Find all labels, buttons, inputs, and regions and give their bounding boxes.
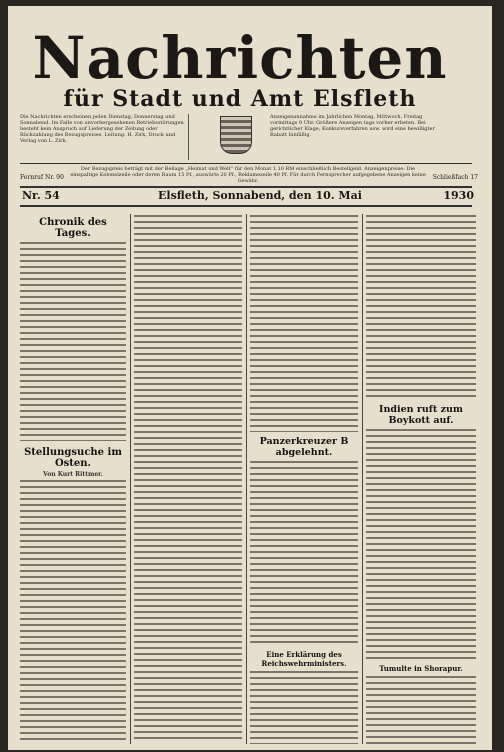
headline: Stellungsuche im Osten. (24, 447, 122, 469)
ad-acceptance-info: Anzeigenannahme im Jahrlichen Montag, Mittwoch, Freitag vormittags 9 Uhr. Größere Anzeigen tags vorher erbeten. Bei gerichtlicher Klage, Konkursverfahren usw. wird eine bewilligter Rabatt hinfällig. (270, 114, 435, 138)
phone-number: Fernruf Nr. 90 (20, 174, 64, 181)
issue-number: Nr. 54 (22, 189, 60, 202)
column-divider (130, 214, 131, 744)
article-body (20, 479, 126, 744)
article-body (366, 428, 476, 660)
post-box: Schließfach 17 (432, 174, 478, 181)
article-body (20, 241, 126, 441)
subscription-notice: Der Bezugspreis beträgt mit der Beilage „Heimat und Welt“ für den Monat 1.10 RM einschließlich Bestellgeld. Anzeigenpreise: Die einspaltige Kolonelzeile oder deren Raum 15 Pf., auswärts 20 Pf., Reklamezeile 40 Pf. Für durch Fernsprecher aufgegebene Anzeigen keine Gewähr. (70, 166, 426, 184)
article-body (366, 675, 476, 744)
publication-info: Die Nachrichten erscheinen jeden Dienstag, Donnerstag und Sonnabend. Im Falle von unvorhergesehenen Betriebsstörungen besteht kein Anspruch auf Lieferung der Zeitung oder Rückzahlung des Bezugspreises. Leitung: H. Zirk, Druck und Verlag von L. Zirk. (20, 114, 189, 160)
article-body (250, 670, 358, 744)
byline: Von Kurt Rittmer. (43, 471, 103, 478)
column-3 (250, 214, 358, 744)
headline: Chronik des Tages. (39, 217, 107, 239)
column-1 (20, 214, 126, 744)
column-2 (134, 214, 242, 744)
column-divider (362, 214, 363, 744)
headline: Indien ruft zum Boykott auf. (379, 404, 463, 426)
column-divider (246, 214, 247, 744)
newspaper-page (8, 6, 492, 750)
article-body (366, 214, 476, 400)
column-4 (366, 214, 476, 744)
divider (20, 186, 472, 188)
headline: Tumulte in Shorapur. (379, 664, 463, 673)
year: 1930 (443, 189, 474, 202)
article-body (134, 214, 242, 740)
masthead-subtitle: für Stadt und Amt Elsfleth (63, 86, 417, 112)
divider (20, 205, 472, 207)
article-body (250, 460, 358, 646)
dateline: Elsfleth, Sonnabend, den 10. Mai (158, 189, 362, 202)
masthead-title: Nachrichten (32, 24, 448, 92)
coat-of-arms-icon (220, 116, 252, 154)
article-body (250, 214, 358, 432)
headline: Panzerkreuzer B abgelehnt. (259, 436, 349, 458)
headline: Eine Erklärung des Reichswehrministers. (261, 650, 347, 668)
divider (20, 163, 472, 164)
